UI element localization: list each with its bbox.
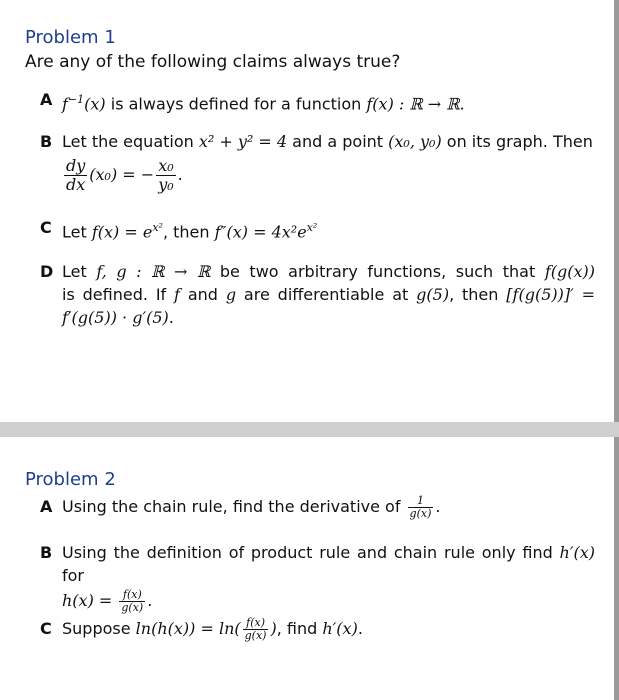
task-a-fraction: $\frac{1}{g(x)}$: [409, 494, 432, 520]
claim-b-letter: B: [40, 132, 53, 151]
claim-b-equation: x² + y² = 4: [198, 132, 288, 151]
claim-c-func: f(x) = e: [91, 222, 153, 242]
claim-d-composite: f(g(x)): [544, 262, 595, 281]
claim-d-line2-then: , then: [449, 285, 507, 304]
claim-c-text-c: , then: [162, 222, 215, 242]
task-c-ln: ln(h(x)) = ln(: [135, 619, 241, 638]
right-edge-rule: [614, 0, 619, 700]
claim-d-line2-expr: [f(g(5))]′ =: [506, 285, 596, 304]
claim-a-letter: A: [40, 90, 53, 109]
task-c-letter: C: [40, 619, 52, 638]
task-b-hprime: h′(x): [559, 543, 595, 562]
claim-d-line2-and: and: [179, 285, 226, 304]
claim-d-line3: f′(g(5)) · g′(5).: [62, 308, 174, 327]
claim-b-dydx: $\frac{dy}{dx}$: [66, 156, 86, 194]
claim-d-line2-g5: g(5): [416, 285, 450, 304]
claim-b-text-a: Let the equation: [62, 132, 199, 151]
task-c-text-a: Suppose: [62, 619, 136, 638]
task-a-end: .: [435, 497, 441, 516]
claim-d-line2-a: is defined. If: [62, 285, 175, 304]
claim-c-letter: C: [40, 218, 52, 237]
task-b: [40, 541, 595, 614]
claim-c: C Let $f(x) = e^{x^2}$, then $f''(x) = 4x^2e^{x^2}$: [40, 218, 318, 242]
claim-c-derivative: f″(x) = 4x²e: [214, 222, 307, 242]
problem-2-title: Problem 2: [25, 469, 116, 490]
claim-b-point: (x₀, y₀): [388, 132, 442, 151]
task-c-hprime: h′(x): [322, 619, 358, 638]
task-a-text: Using the chain rule, find the derivative of: [62, 497, 406, 516]
claim-b-formula: [62, 157, 595, 194]
task-b-text-a: Using the definition of product rule and chain rule only find: [62, 543, 560, 562]
claim-b-text-c: and a point: [287, 132, 389, 151]
claim-d-text-a: Let: [62, 262, 97, 281]
claim-b-text-e: on its graph. Then: [441, 132, 593, 151]
task-c-text-d: , find: [276, 619, 323, 638]
claim-d-letter: D: [40, 262, 54, 281]
claim-a: A $f^{-1}(x)$ is always defined for a function f(x) : ℝ → ℝ.: [40, 90, 465, 114]
claim-b-end: .: [177, 165, 183, 184]
problem-1-title: Problem 1: [25, 27, 116, 48]
task-c-end: .: [357, 619, 363, 638]
claim-b-mid: (x₀) = −: [89, 165, 155, 184]
claim-d-line2-g: g: [225, 285, 237, 304]
claim-d-text-c: be two arbitrary functions, such that: [210, 262, 545, 281]
claim-a-text: (x) is always defined for a function: [84, 94, 367, 114]
claim-a-f: f: [62, 94, 68, 114]
task-b-end: .: [147, 591, 153, 610]
claim-d-line2-f: f: [174, 285, 180, 304]
problem-2-section: [0, 437, 614, 700]
task-c-close: ): [270, 619, 277, 638]
task-b-text-c: for: [62, 566, 84, 585]
slide-divider: [0, 422, 619, 437]
claim-d: [40, 260, 595, 329]
problem-1-question: Are any of the following claims always true?: [25, 52, 401, 72]
claim-a-func: f(x) : ℝ → ℝ.: [366, 94, 465, 114]
task-b-letter: B: [40, 543, 53, 562]
claim-d-funcs: f, g : ℝ → ℝ: [96, 262, 211, 281]
claim-d-line2-rest: are differentiable at: [236, 285, 417, 304]
task-a: [40, 495, 595, 520]
claim-b: [40, 130, 595, 194]
claim-b-x0y0: $\frac{\text{x₀}}{\text{y₀}}$: [158, 156, 174, 194]
task-c: [40, 617, 595, 642]
task-b-fraction: $\frac{f(x)}{g(x)}$: [121, 588, 144, 614]
claim-c-text-a: Let: [62, 222, 92, 242]
task-b-h: h(x) =: [62, 591, 118, 610]
task-a-letter: A: [40, 497, 53, 516]
task-c-fraction: $\frac{f(x)}{g(x)}$: [244, 616, 267, 642]
